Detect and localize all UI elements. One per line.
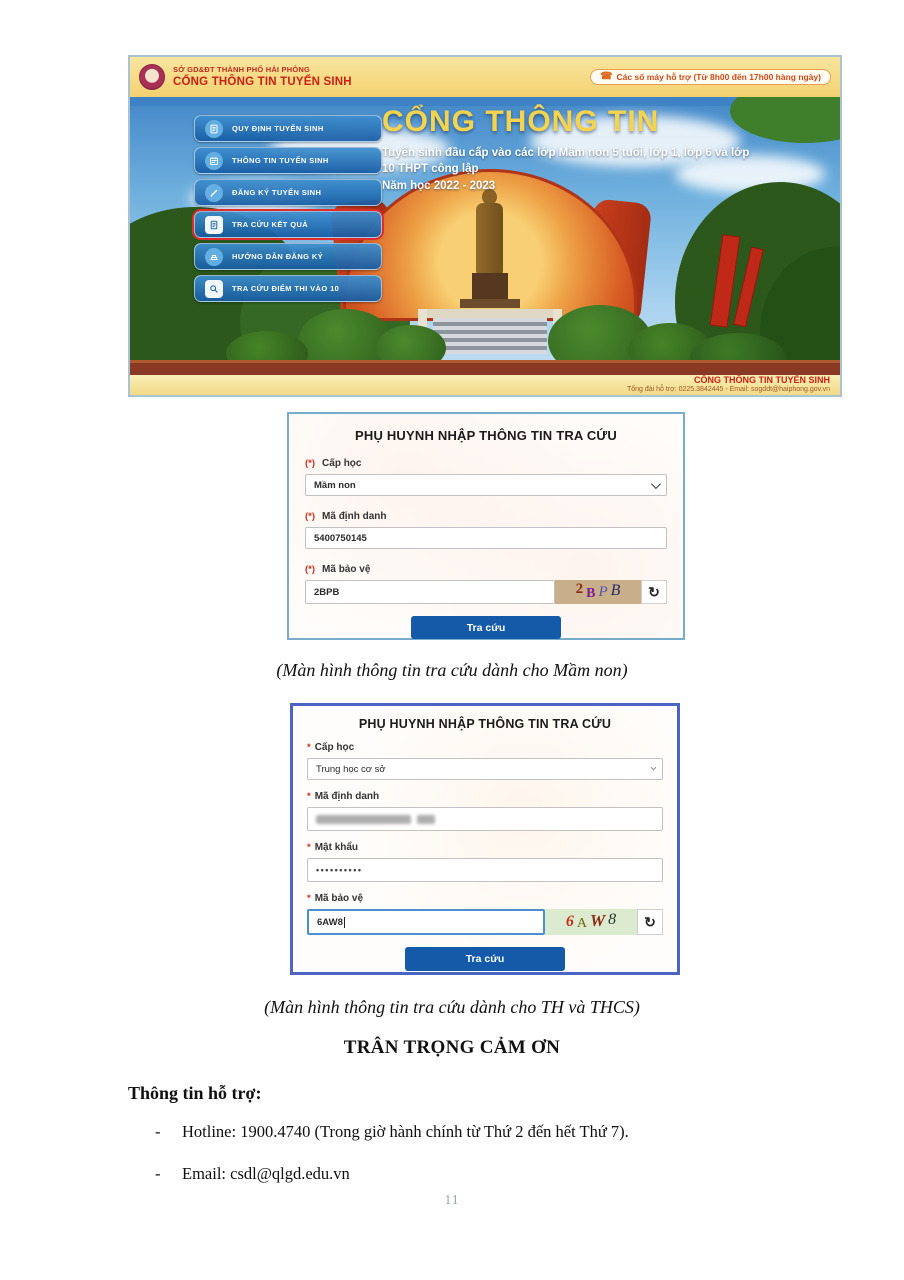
id-label (307, 791, 663, 802)
required-mark: * (307, 791, 311, 802)
platform (426, 309, 554, 318)
banner-menu (194, 115, 382, 302)
hero-subtitle: Tuyển sinh đầu cấp vào các lớp Mầm non 5 tuổi, lớp 1, lớp 6 và lớp 10 THPT công lập (382, 147, 750, 175)
id-label-text: Mã định danh (322, 511, 387, 522)
password-label (307, 842, 663, 853)
result-document-icon (205, 216, 223, 234)
banner-photo (130, 97, 840, 375)
guide-book-icon (205, 248, 223, 266)
menu-item-label: TRA CỨU KẾT QUẢ (232, 220, 309, 229)
phone-icon: ☎ (600, 71, 613, 82)
captcha-input[interactable] (305, 580, 555, 604)
portal-footer (130, 375, 840, 395)
text-cursor (344, 917, 345, 928)
level-select[interactable] (305, 474, 667, 496)
captcha-char: B (586, 586, 596, 601)
captcha-input[interactable] (307, 909, 545, 935)
required-mark: (*) (305, 564, 316, 575)
captcha-label-text: Mã bảo vệ (314, 893, 364, 904)
captcha-char: 2 (575, 580, 584, 597)
level-select-value: Mầm non (314, 479, 356, 491)
thanks-heading: TRÂN TRỌNG CẢM ƠN (343, 1037, 561, 1058)
password-input[interactable] (307, 858, 663, 882)
caption-th-thcs: (Màn hình thông tin tra cứu dành cho TH và THCS) (264, 997, 640, 1017)
menu-item-label: THÔNG TIN TUYỂN SINH (232, 156, 329, 165)
captcha-char: 6 (565, 913, 574, 930)
captcha-label (307, 893, 663, 904)
captcha-row (307, 909, 663, 935)
id-input[interactable] (307, 807, 663, 831)
hotline-text: Hotline: 1900.4740 (Trong giờ hành chính từ Thứ 2 đến hết Thứ 7). (182, 1122, 629, 1141)
menu-item-tra-cuu-ket-qua[interactable] (194, 211, 382, 238)
id-label-text: Mã định danh (314, 791, 380, 802)
menu-item-dang-ky[interactable] (194, 179, 382, 206)
captcha-refresh-button[interactable] (641, 580, 667, 604)
pencil-icon (205, 184, 223, 202)
level-label (307, 742, 663, 753)
hero-title: CỔNG THÔNG TIN (382, 105, 660, 138)
support-info-heading: Thông tin hỗ trợ: (128, 1083, 262, 1103)
captcha-char: P (598, 583, 608, 600)
captcha-image (555, 580, 641, 604)
support-hotline-item (155, 1122, 629, 1142)
org-titles (173, 65, 352, 89)
form-title: PHỤ HUYNH NHẬP THÔNG TIN TRA CỨU (354, 428, 618, 443)
support-hotline-button[interactable] (590, 69, 831, 85)
captcha-label-text: Mã bảo vệ (322, 564, 371, 575)
refresh-icon: ↻ (648, 583, 660, 600)
front-wall (130, 360, 840, 375)
required-mark: (*) (305, 458, 316, 469)
required-mark: * (307, 742, 311, 753)
id-label (305, 511, 667, 522)
stairs (433, 318, 547, 354)
menu-item-label: ĐĂNG KÝ TUYỂN SINH (232, 188, 322, 197)
id-input[interactable] (305, 527, 667, 549)
hero-school-year: Năm học 2022 - 2023 (382, 180, 496, 193)
captcha-image (545, 909, 637, 935)
calendar-icon (205, 152, 223, 170)
level-label (305, 458, 667, 469)
menu-item-label: HƯỚNG DẪN ĐĂNG KÝ (232, 252, 324, 261)
statue-pedestal (472, 273, 508, 301)
chevron-down-icon (651, 765, 657, 771)
refresh-icon: ↻ (644, 913, 656, 930)
chevron-down-icon (651, 479, 661, 489)
lookup-form-thcs (290, 703, 680, 975)
level-label-text: Cấp học (322, 458, 362, 469)
clipboard-icon (205, 120, 223, 138)
password-label-text: Mật khẩu (314, 842, 359, 853)
captcha-char: 8 (608, 911, 617, 928)
menu-item-thong-tin[interactable] (194, 147, 382, 174)
level-select[interactable] (307, 758, 663, 780)
required-mark: (*) (305, 511, 316, 522)
hero-text (382, 105, 832, 192)
captcha-refresh-button[interactable] (637, 909, 663, 935)
captcha-char: B (610, 582, 621, 599)
bullet-dash: - (155, 1164, 161, 1183)
menu-item-label: TRA CỨU ĐIỂM THI VÀO 10 (232, 284, 340, 293)
org-name: SỞ GD&ĐT THÀNH PHỐ HẢI PHÒNG (173, 65, 311, 75)
page-number: 11 (444, 1192, 460, 1207)
captcha-input-value: 2BPB (314, 586, 340, 598)
caption-mam-non: (Màn hình thông tin tra cứu dành cho Mầm non) (276, 660, 628, 680)
redacted-id-value (316, 815, 435, 824)
captcha-label (305, 564, 667, 575)
form-title: PHỤ HUYNH NHẬP THÔNG TIN TRA CỨU (358, 717, 612, 731)
portal-name: CỔNG THÔNG TIN TUYỂN SINH (173, 75, 352, 88)
menu-item-tra-cuu-diem[interactable] (194, 275, 382, 302)
menu-item-huong-dan[interactable] (194, 243, 382, 270)
portal-screenshot (128, 55, 842, 397)
password-dots: •••••••••• (316, 865, 363, 875)
captcha-row (305, 580, 667, 604)
statue-body (476, 203, 503, 275)
support-email-item (155, 1164, 350, 1184)
menu-item-quy-dinh[interactable] (194, 115, 382, 142)
department-logo (139, 64, 165, 90)
portal-header (130, 57, 840, 97)
lookup-form-mam-non (287, 412, 685, 640)
level-label-text: Cấp học (314, 742, 355, 753)
search-button[interactable]: Tra cứu (411, 616, 561, 639)
captcha-char: W (590, 911, 606, 930)
captcha-input-value: 6AW8 (317, 916, 343, 928)
id-input-value: 5400750145 (314, 532, 367, 544)
footer-contact-line: Tổng đài hỗ trợ: 0225.3842445 - Email: sogddt@haiphong.gov.vn (626, 386, 830, 394)
required-mark: * (307, 893, 311, 904)
support-hotline-label: Các số máy hỗ trợ (Từ 8h00 đến 17h00 hàng ngày) (616, 72, 821, 82)
search-icon (205, 280, 223, 298)
statue-base (460, 299, 520, 308)
level-select-value: Trung học cơ sở (316, 763, 386, 775)
captcha-char: A (576, 916, 587, 931)
footer-portal-title: CỔNG THÔNG TIN TUYỂN SINH (693, 375, 830, 386)
email-text: Email: csdl@qlgd.edu.vn (182, 1164, 350, 1183)
bullet-dash: - (155, 1122, 161, 1141)
menu-item-label: QUY ĐỊNH TUYỂN SINH (232, 124, 324, 133)
required-mark: * (307, 842, 311, 853)
search-button[interactable]: Tra cứu (405, 947, 565, 971)
